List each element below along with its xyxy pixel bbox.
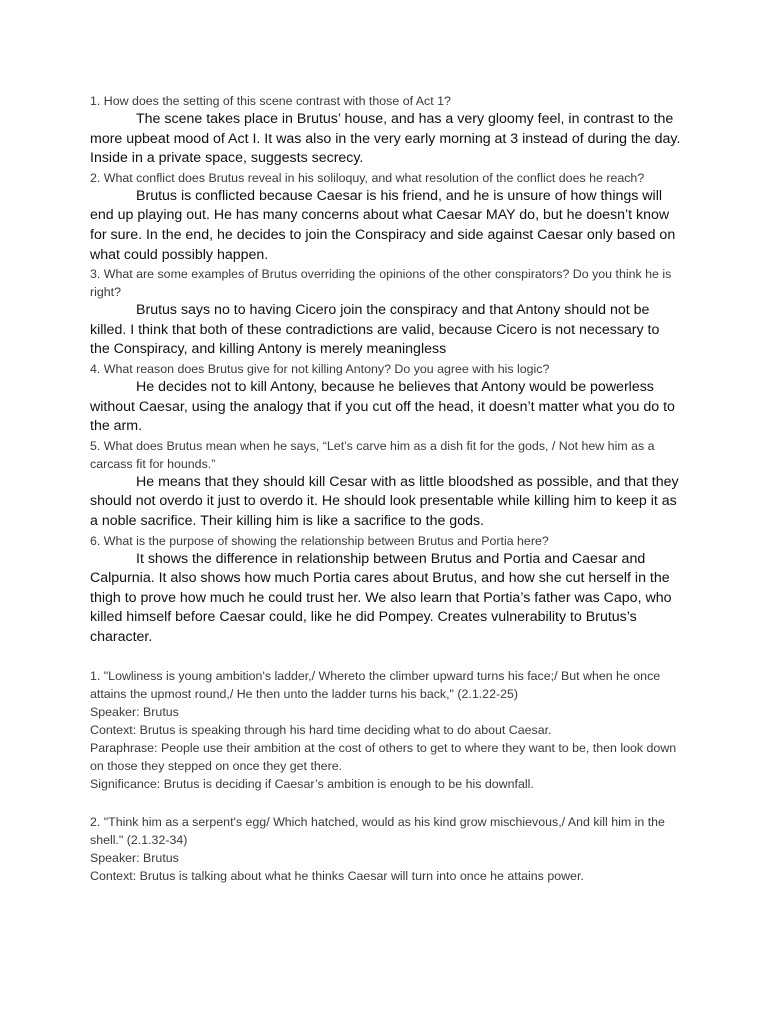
question-text: 5. What does Brutus mean when he says, “Let’s carve him as a dish fit for the gods, / Not hew him as a carcass fit for hounds.” — [90, 438, 655, 471]
answer-text: The scene takes place in Brutus’ house, and has a very gloomy feel, in contrast to the more upbeat mood of Act I. It was also in the very early morning at 3 instead of during the day. Inside in a private space, suggests secrecy. — [90, 111, 681, 167]
question-text: 3. What are some examples of Brutus overriding the opinions of the other conspirators? Do you think he is right? — [90, 267, 672, 300]
question-block-6 — [90, 532, 682, 648]
answer-text: It shows the difference in relationship between Brutus and Portia and Caesar and Calpurnia. It also shows how much Portia cares about Brutus, and how she cut herself in the thigh to prove how much he could trust her. We also learn that Portia’s father was Capo, who killed himself before Caesar could, like he did Pompey. Creates vulnerability to Brutus’s character. — [90, 550, 672, 645]
quote-paraphrase: Paraphrase: People use their ambition at the cost of others to get to where they want to be, then look down on those they stepped on once they get there. — [90, 741, 677, 774]
question-block-2 — [90, 169, 682, 265]
answer-text: He means that they should kill Cesar with as little bloodshed as possible, and that they should not overdo it just to overdo it. He should look presentable while killing him to keep it as a noble sacrifice. Their killing him is like a sacrifice to the gods. — [90, 473, 679, 529]
question-text: 6. What is the purpose of showing the relationship between Brutus and Portia here? — [90, 533, 549, 548]
quote-significance: Significance: Brutus is deciding if Caesar’s ambition is enough to be his downfall. — [90, 777, 534, 792]
question-block-1 — [90, 92, 682, 169]
question-text: 2. What conflict does Brutus reveal in his soliloquy, and what resolution of the conflict does he reach? — [90, 170, 645, 185]
quote-block-1 — [90, 667, 682, 793]
question-block-5 — [90, 437, 682, 532]
question-block-4 — [90, 360, 682, 437]
quote-block-2 — [90, 813, 682, 885]
quote-speaker: Speaker: Brutus — [90, 851, 179, 866]
section-spacer — [90, 793, 682, 813]
answer-text: He decides not to kill Antony, because he believes that Antony would be powerless without Caesar, using the analogy that if you cut off the head, it doesn’t matter what you do to the arm. — [90, 378, 675, 435]
section-spacer — [90, 647, 682, 667]
quote-context: Context: Brutus is speaking through his hard time deciding what to do about Caesar. — [90, 723, 552, 738]
question-text: 1. How does the setting of this scene contrast with those of Act 1? — [90, 94, 451, 108]
document-page — [90, 92, 682, 885]
question-block-3 — [90, 265, 682, 360]
question-text: 4. What reason does Brutus give for not killing Antony? Do you agree with his logic? — [90, 361, 550, 376]
quote-speaker: Speaker: Brutus — [90, 705, 179, 720]
answer-text: Brutus says no to having Cicero join the conspiracy and that Antony should not be killed. I think that both of these contradictions are valid, because Cicero is not necessary to the Conspiracy, and killing Antony is merely meaningless — [90, 302, 660, 358]
quote-context: Context: Brutus is talking about what he thinks Caesar will turn into once he attains power. — [90, 869, 584, 884]
answer-text: Brutus is conflicted because Caesar is his friend, and he is unsure of how things will end up playing out. He has many concerns about what Caesar MAY do, but he doesn’t know for sure. In the end, he decides to join the Conspiracy and side against Caesar only based on what could possibly happen. — [90, 187, 676, 263]
quote-text: 1. "Lowliness is young ambition's ladder,/ Whereto the climber upward turns his face;/ But when he once attains the upmost round,/ He then unto the ladder turns his back," (2.1.22-25) — [90, 669, 661, 702]
quote-text: 2. "Think him as a serpent's egg/ Which hatched, would as his kind grow mischievous,/ And kill him in the shell." (2.1.32-34) — [90, 815, 665, 848]
